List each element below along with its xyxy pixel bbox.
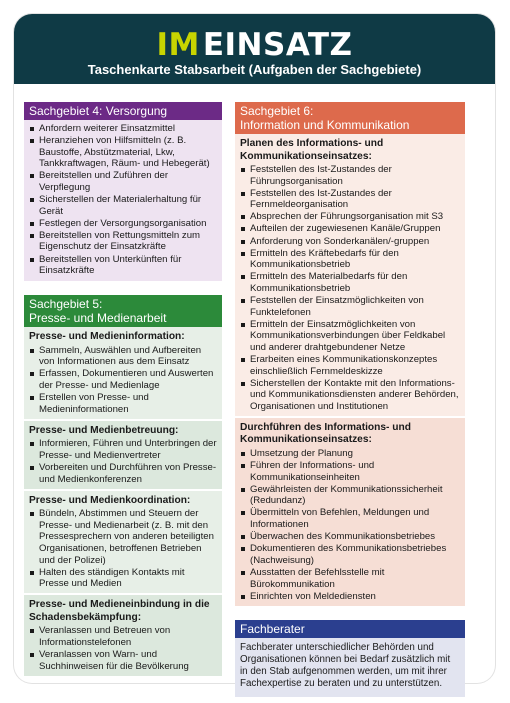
- list-item: Erfassen, Dokumentieren und Auswerten der Presse- und Medienlage: [29, 368, 217, 391]
- information-title-line2: Information und Kommunikation: [240, 118, 410, 132]
- list-item: Übermitteln von Befehlen, Meldungen und Informationen: [240, 507, 460, 530]
- list-item: Anforderung von Sonderkanälen/-gruppen: [240, 236, 460, 248]
- list-item: Heranziehen von Hilfsmitteln (z. B. Baustoffe, Abstützmaterial, Lkw, Tankkraftwagen, Räum- und Hebegerät): [29, 135, 217, 170]
- fachberater-section: [235, 620, 465, 697]
- list-item: Veranlassen von Warn- und Suchhinweisen für die Bevölkerung: [29, 649, 217, 672]
- list-item: Festlegen der Versorgungsorganisation: [29, 218, 217, 230]
- group-heading: Durchführen des Informations- und Kommunikationseinsatzes:: [240, 421, 411, 446]
- list-item: Ermitteln der Einsatzmöglichkeiten von Kommunikationsverbindungen über Feldkabel und anderer drahtgebundener Netze: [240, 319, 460, 354]
- list-item: Informieren, Führen und Unterbringen der Presse- und Medienvertreter: [29, 438, 217, 461]
- group-heading: Presse- und Medieninformation:: [29, 331, 185, 343]
- right-column: [235, 102, 465, 697]
- list-item: Gewährleisten der Kommunikationssicherheit (Redundanz): [240, 484, 460, 507]
- information-group-durchfuehren: [235, 416, 465, 606]
- fachberater-text: Fachberater unterschiedlicher Behörden und Organisationen können bei Bedarf zusätzlich mit in den Stab aufgenommen werden, um mit ihrer Fachexpertise zu beraten und zu unterstützen.: [235, 638, 465, 697]
- presse-title-line2: Presse- und Medienarbeit: [29, 311, 167, 326]
- list-item: Absprechen der Führungsorganisation mit S3: [240, 211, 460, 223]
- list-item: Sicherstellen der Kontakte mit den Informations- und Kommunikationsdiensten anderer Behörden, Organisationen und Institutionen: [240, 378, 460, 413]
- list-item: Sammeln, Auswählen und Aufbereiten von Informationen aus dem Einsatz: [29, 345, 217, 368]
- information-title-line1: Sachgebiet 6:: [240, 104, 314, 118]
- list-item: Aufteilen der zugewiesenen Kanäle/Gruppen: [240, 223, 460, 235]
- list-item: Feststellen des Ist-Zustandes der Fernmeldeorganisation: [240, 188, 460, 211]
- list-item: Führen der Informations- und Kommunikationseinheiten: [240, 460, 460, 483]
- presse-title-line1: Sachgebiet 5:: [29, 297, 103, 312]
- list-item: Erstellen von Presse- und Medieninformationen: [29, 392, 217, 415]
- versorgung-list: [29, 123, 217, 277]
- group-heading: Presse- und Medienbetreuung:: [29, 424, 179, 436]
- list-item: Ausstatten der Befehlsstelle mit Bürokommunikation: [240, 567, 460, 590]
- list-item: Überwachen des Kommunikationsbetriebes: [240, 531, 460, 543]
- list-item: Bereitstellen und Zuführen der Verpflegung: [29, 170, 217, 193]
- list-item: Anfordern weiterer Einsatzmittel: [29, 123, 217, 135]
- left-column: [24, 102, 222, 676]
- list-item: Umsetzung der Planung: [240, 448, 460, 460]
- list-item: Dokumentieren des Kommunikationsbetriebes (Nachweisung): [240, 543, 460, 566]
- information-group-planen: [235, 134, 465, 416]
- logo-main: EINSATZ: [202, 27, 353, 63]
- list-item: Feststellen des Ist-Zustandes der Führungsorganisation: [240, 164, 460, 187]
- list-item: Bereitstellen von Unterkünften für Einsatzkräfte: [29, 254, 217, 277]
- group-heading: Presse- und Medienkoordination:: [29, 494, 191, 506]
- versorgung-title: Sachgebiet 4: Versorgung: [24, 102, 222, 120]
- versorgung-section: [24, 102, 222, 281]
- presse-group-information: [24, 327, 222, 419]
- presse-title: [24, 295, 222, 327]
- presse-group-betreuung: [24, 419, 222, 489]
- list-item: Sicherstellen der Materialerhaltung für Gerät: [29, 194, 217, 217]
- presse-group-einbindung: [24, 593, 222, 675]
- list-item: Veranlassen und Betreuen von Informationstelefonen: [29, 625, 217, 648]
- presse-group-koordination: [24, 489, 222, 594]
- list-item: Bündeln, Abstimmen und Steuern der Presse- und Medienarbeit (z. B. mit den Pressesprechern von anderen beteiligten Organisationen, betroffenen Betrieben und der Polizei): [29, 508, 217, 566]
- list-item: Erarbeiten eines Kommunikationskonzeptes einschließlich Fernmeldeskizze: [240, 354, 460, 377]
- group-heading: Presse- und Medieneinbindung in die Schadensbekämpfung:: [29, 599, 210, 623]
- card-subtitle: Taschenkarte Stabsarbeit (Aufgaben der Sachgebiete): [87, 62, 422, 77]
- list-item: Ermitteln des Kräftebedarfs für den Kommunikationsbetrieb: [240, 248, 460, 271]
- information-section: [235, 102, 465, 606]
- information-title: [235, 102, 465, 134]
- logo-prefix: IM: [156, 27, 200, 63]
- group-heading: Planen des Informations- und Kommunikationseinsatzes:: [240, 138, 384, 162]
- fachberater-title: Fachberater: [235, 620, 465, 638]
- list-item: Ermitteln des Materialbedarfs für den Kommunikationsbetrieb: [240, 271, 460, 294]
- list-item: Bereitstellen von Rettungsmitteln zum Eigenschutz der Einsatzkräfte: [29, 230, 217, 253]
- list-item: Vorbereiten und Durchführen von Presse- und Medienkonferenzen: [29, 462, 217, 485]
- list-item: Feststellen der Einsatzmöglichkeiten von Funktelefonen: [240, 295, 460, 318]
- im-einsatz-logo: [14, 28, 495, 62]
- list-item: Einrichten von Meldediensten: [240, 591, 460, 603]
- header-banner: [14, 14, 495, 84]
- presse-section: [24, 295, 222, 675]
- list-item: Halten des ständigen Kontakts mit Presse und Medien: [29, 567, 217, 590]
